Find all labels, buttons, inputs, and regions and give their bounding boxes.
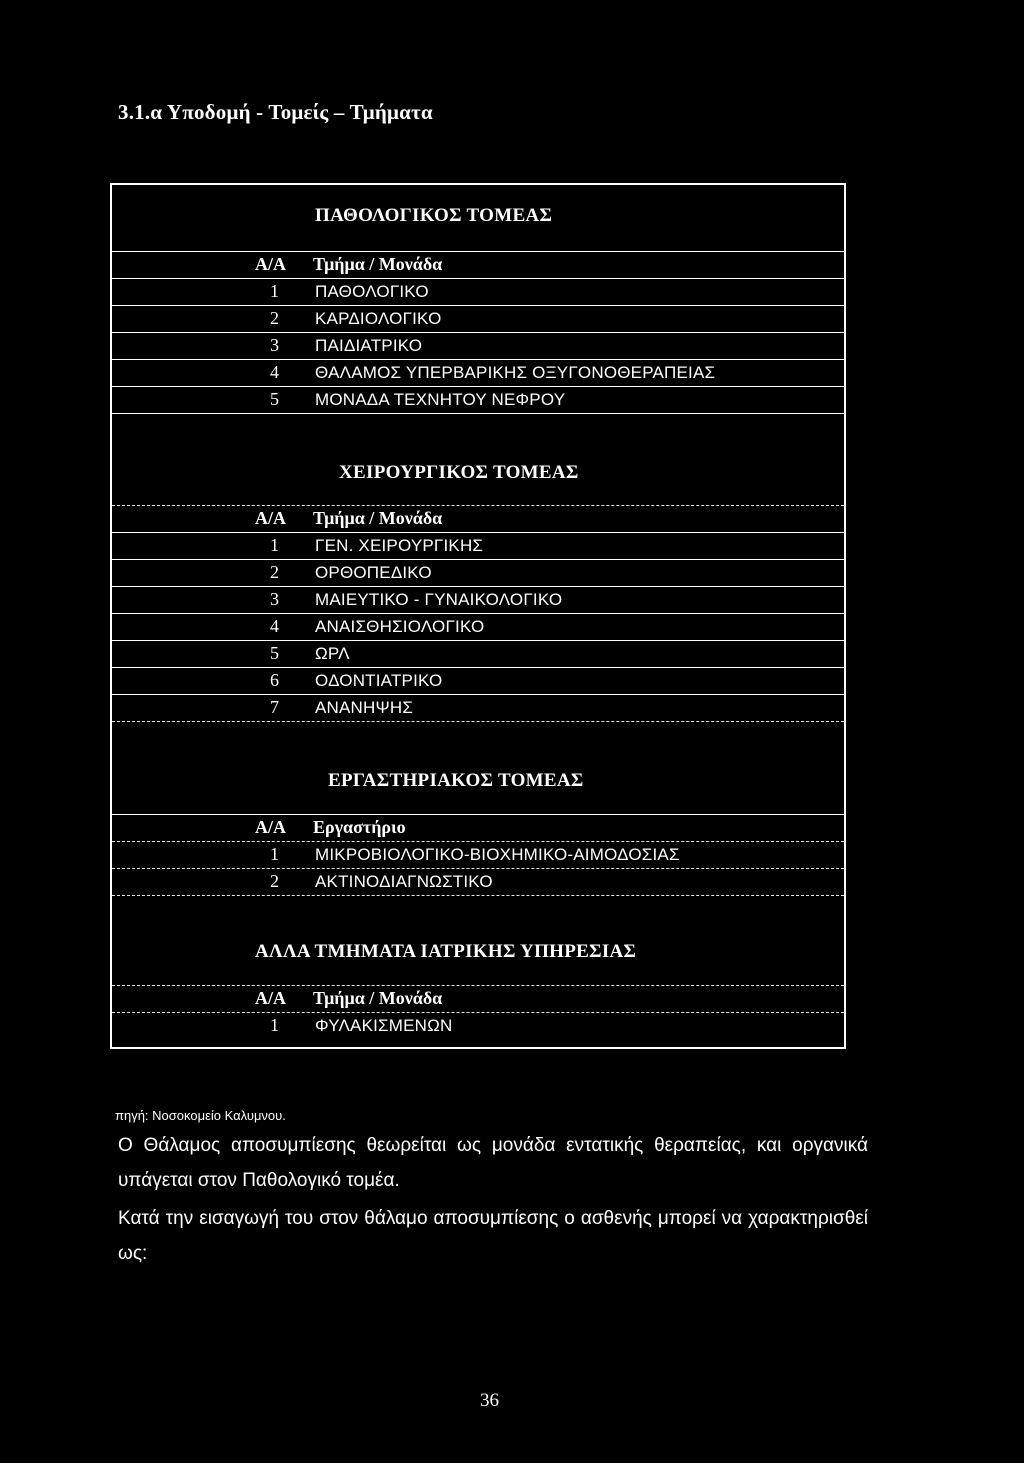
row-number: 4 — [270, 616, 279, 636]
row-number: 2 — [270, 308, 279, 328]
column-header-aa: Α/Α — [255, 254, 286, 274]
row-unit-name: ΘΑΛΑΜΟΣ ΥΠΕΡΒΑΡΙΚΗΣ ΟΞΥΓΟΝΟΘΕΡΑΠΕΙΑΣ — [315, 363, 716, 382]
row-unit-name: ΜΑΙΕΥΤΙΚΟ - ΓΥΝΑΙΚΟΛΟΓΙΚΟ — [315, 590, 563, 609]
table-row — [112, 586, 844, 614]
row-unit-name: ΜΟΝΑΔΑ ΤΕΧΝΗΤΟΥ ΝΕΦΡΟΥ — [315, 390, 566, 409]
row-number: 7 — [270, 697, 279, 717]
column-header-unit: Τμήμα / Μονάδα — [313, 508, 443, 528]
row-number: 3 — [270, 335, 279, 355]
section-divider — [112, 787, 844, 815]
paragraph-text: Ο Θάλαμος αποσυμπίεσης θεωρείται ως μονάδα εντατικής θεραπείας, και οργανικά υπάγεται στον Παθολογικό τομέα. — [118, 1135, 868, 1191]
row-number: 2 — [270, 871, 279, 891]
section-title-surgical: ΧΕΙΡΟΥΡΓΙΚΟΣ ΤΟΜΕΑΣ — [339, 462, 579, 483]
column-header-unit: Εργαστήριο — [313, 817, 406, 837]
section-divider — [112, 478, 844, 506]
page-heading: 3.1.α Υποδομή - Τομείς – Τμήματα — [118, 100, 433, 124]
departments-table — [110, 183, 846, 1049]
row-unit-name: ΠΑΘΟΛΟΓΙΚΟ — [315, 282, 429, 301]
section-title-laboratory: ΕΡΓΑΣΤΗΡΙΑΚΟΣ ΤΟΜΕΑΣ — [328, 770, 584, 791]
row-unit-name: ΚΑΡΔΙΟΛΟΓΙΚΟ — [315, 309, 442, 328]
table-row — [112, 359, 844, 387]
row-unit-name: ΦΥΛΑΚΙΣΜΕΝΩΝ — [315, 1016, 453, 1035]
row-unit-name: ΑΚΤΙΝΟΔΙΑΓΝΩΣΤΙΚΟ — [315, 872, 493, 891]
table-row — [112, 532, 844, 560]
row-number: 4 — [270, 362, 279, 382]
column-header-unit: Τμήμα / Μονάδα — [313, 988, 443, 1008]
table-row — [112, 694, 844, 722]
table-row — [112, 640, 844, 668]
row-unit-name: ΑΝΑΝΗΨΗΣ — [315, 698, 414, 717]
row-number: 1 — [270, 281, 279, 301]
table-row — [112, 868, 844, 896]
table-header-row — [112, 985, 844, 1013]
column-header-unit: Τμήμα / Μονάδα — [313, 254, 443, 274]
table-row — [112, 667, 844, 695]
row-unit-name: ΑΝΑΙΣΘΗΣΙΟΛΟΓΙΚΟ — [315, 617, 485, 636]
table-row — [112, 613, 844, 641]
table-row — [112, 305, 844, 333]
section-title-pathology: ΠΑΘΟΛΟΓΙΚΟΣ ΤΟΜΕΑΣ — [315, 205, 553, 226]
row-number: 3 — [270, 589, 279, 609]
table-row — [112, 332, 844, 360]
row-number: 1 — [270, 844, 279, 864]
table-row — [112, 278, 844, 306]
table-header-row — [112, 251, 844, 279]
row-number: 5 — [270, 643, 279, 663]
column-header-aa: Α/Α — [255, 817, 286, 837]
row-number: 5 — [270, 389, 279, 409]
page-number: 36 — [480, 1390, 499, 1411]
row-unit-name: ΟΔΟΝΤΙΑΤΡΙΚΟ — [315, 671, 443, 690]
section-title-other: ΑΛΛΑ ΤΜΗΜΑΤΑ ΙΑΤΡΙΚΗΣ ΥΠΗΡΕΣΙΑΣ — [255, 941, 637, 962]
table-row — [112, 1012, 844, 1039]
row-unit-name: ΓΕΝ. ΧΕΙΡΟΥΡΓΙΚΗΣ — [315, 536, 484, 555]
table-row — [112, 386, 844, 414]
body-paragraph-1 — [118, 1128, 868, 1198]
section-divider — [112, 224, 844, 252]
row-unit-name: ΟΡΘΟΠΕΔΙΚΟ — [315, 563, 432, 582]
row-number: 1 — [270, 535, 279, 555]
row-unit-name: ΩΡΛ — [315, 644, 350, 663]
row-number: 1 — [270, 1015, 279, 1035]
row-unit-name: ΠΑΙΔΙΑΤΡΙΚΟ — [315, 336, 423, 355]
column-header-aa: Α/Α — [255, 508, 286, 528]
source-caption: πηγή: Νοσοκομείο Καλυμνου. — [115, 1108, 286, 1123]
column-header-aa: Α/Α — [255, 988, 286, 1008]
row-number: 2 — [270, 562, 279, 582]
row-number: 6 — [270, 670, 279, 690]
section-divider — [112, 958, 844, 986]
table-header-row — [112, 814, 844, 842]
table-row — [112, 559, 844, 587]
paragraph-text: Κατά την εισαγωγή του στον θάλαμο αποσυμπίεσης ο ασθενής μπορεί να χαρακτηρισθεί ως: — [118, 1208, 868, 1264]
row-unit-name: ΜΙΚΡΟΒΙΟΛΟΓΙΚΟ-ΒΙΟΧΗΜΙΚΟ-ΑΙΜΟΔΟΣΙΑΣ — [315, 845, 680, 864]
table-row — [112, 841, 844, 869]
table-header-row — [112, 505, 844, 533]
body-paragraph-2 — [118, 1201, 868, 1271]
